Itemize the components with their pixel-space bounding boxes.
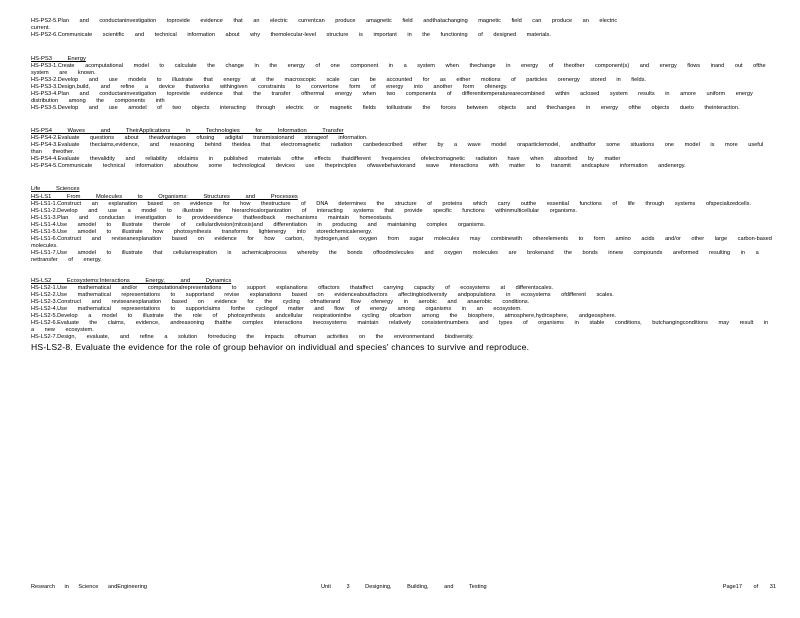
standard-ps3-1: HS-PS3-1.Create acomputational model to calculate the change in the energy of one component in a system when thechange in energy of theother component(s) and energy flows inand out ofthe system are known.	[31, 63, 766, 76]
standard-ps3-3: HS-PS3-3.Design,build, and refine a device thatworks withingiven constraints to convertone form of energy into another form ofenergy.	[31, 84, 508, 90]
standard-ls1-1: HS-LS1-1.Construct an explanation based on evidence for how thestructure of DNA determines the structure of proteins which carry outthe essential functions of life through systems ofspecializedcells.	[31, 201, 751, 207]
standard-ps3-5: HS-PS3-5.Develop and use amodel of two objects interacting through electric or magnetic fields toillustrate the forces between objects and thechanges in energy ofthe objects dueto theinteraction.	[31, 105, 740, 111]
standard-ls1-3: HS-LS1-3.Plan and conductan investigation to provideevidence thatfeedback mechanisms maintain homeostasis.	[31, 215, 393, 221]
standard-ps3-4: HS-PS3-4.Plan and conductaninvestigation toprovide evidence that the transfer ofthermal energy when two components of differenttemperaturearecombined within aclosed system results in amore uniform energy distribution among the components inth	[31, 91, 753, 104]
standard-ls2-5: HS-LS2-5.Develop a model to illustrate the role of photosynthesis andcellular respirationinthe cycling ofcarbon among the biosphere, atmosphere,hydrosphere, andgeosphere.	[31, 313, 617, 319]
document-page	[31, 18, 776, 353]
standard-ls2-6: HS-LS2-6.Evaluate the claims, evidence, andreasoning thatthe complex interactions inecosystems maintain relatively consistentnumbers and types of organisms in stable conditions, butchangingconditions may result in a new ecosystem.	[31, 320, 769, 333]
section-heading-ps3: HS-PS3 Energy	[31, 56, 86, 62]
footer-course: Research in Science andEngineering	[31, 584, 148, 590]
standard-ls2-8-highlight: HS-LS2-8. Evaluate the evidence for the role of group behavior on individual and species' chances to survive and reproduce.	[31, 342, 530, 352]
standard-ls1-7: HS-LS1-7.Use amodel to illustrate that cellularrespiration is achemicalprocess whereby the bonds offoodmolecules and oxygen molecules are brokenand the bonds innew compounds areformed resulting in a nettransfer of energy.	[31, 250, 759, 263]
standard-ps2-6: HS-PS2-6.Communicate scientific and technical information about why themolecular-level structure is important in the functioning of designed materials.	[31, 32, 551, 38]
standard-ps3-2: HS-PS3-2.Develop and use models to illustrate that energy at the macroscopic scale can be accounted for as either motions of particles orenergy stored in fields.	[31, 77, 646, 83]
standard-ls2-1: HS-LS2-1.Use mathematical and/or computationalrepresentations to support explanations offactors thataffect carrying capacity of ecosystems at differentscales.	[31, 285, 554, 291]
standard-ps2-5: HS-PS2-5.Plan and conductaninvestigation toprovide evidence that an electric currentcan produce amagnetic field andthatachanging magnetic field can produce an electric	[31, 18, 618, 24]
section-heading-ls2: HS-LS2 Ecosystems:Interactions Energy, and Dynamics	[31, 278, 232, 284]
footer-unit: Unit 3 Designing, Building, and Testing	[321, 584, 487, 590]
standard-ls1-5: HS-LS1-5.Use amodel to illustrate how photosynthesis transforms lightenergy into storedchemicalenergy.	[31, 229, 373, 235]
standard-ps4-2: HS-PS4-2.Evaluate questions about theadvantages ofusing adigital transmissionand storageof information.	[31, 135, 368, 141]
footer-page-number: Page17 of 31	[722, 584, 776, 590]
standard-ps4-5: HS-PS4-5.Communicate technical information abouthow some technological devices use theprinciples ofwavebehaviorand wave interactions with matter to transmit andcapture information andenergy.	[31, 163, 686, 169]
standard-ps4-3: HS-PS4-3.Evaluate theclaims,evidence, and reasoning behind theidea that electromagnetic radiation canbedescribed either by a wave model oraparticlemodel, andthatfor some situations one model is more useful than theother.	[31, 142, 764, 155]
standard-ls2-4: HS-LS2-4.Use mathematical representations to supportclaims forthe cyclingof matter and flow of energy among organisms in an ecosystem.	[31, 306, 522, 312]
section-heading-ls1: HS-LS1 From Molecules to Organisms: Structures and Processes	[31, 194, 298, 200]
standard-ls1-4: HS-LS1-4.Use amodel to illustrate therole of cellulardivision(mitosis)and differentiation in producing and maintaining complex organisms.	[31, 222, 486, 228]
standard-ls2-3: HS-LS2-3.Construct and reviseanexplanation based on evidence for the cycling ofmatterand flow ofenergy in aerobic and anaerobic conditions.	[31, 299, 530, 305]
section-heading-ps4: HS-PS4 Waves and TheirApplications in Technologies for Information Transfer	[31, 128, 344, 134]
standard-ls1-2: HS-LS1-2.Develop and use a model to illustrate the hierarchicalorganization of interacting systems that provide specific functions withinmulticellular organisms.	[31, 208, 577, 214]
standard-ps2-5-cont: current.	[31, 25, 50, 31]
standard-ls2-2: HS-LS2-2.Use mathematical representations to supportand revise explanations based on evidenceaboutfactors affectingbiodiversity andpopulations in ecosystems ofdifferent scales.	[31, 292, 614, 298]
standard-ls1-6: HS-LS1-6.Construct and reviseanexplanation based on evidence for how carbon, hydrogen,and oxygen from sugar molecules may combinewith otherelements to form amino acids and/or other large carbon-based molecules.	[31, 236, 772, 249]
section-title-life-sciences: Life Sciences	[31, 186, 80, 192]
standard-ps4-4: HS-PS4-4.Evaluate thevalidity and reliability ofclaims in published materials ofthe effects thatdifferent frequencies ofelectromagnetic radiation have when absorbed by matter	[31, 156, 621, 162]
standard-ls2-7: HS-LS2-7.Design, evaluate, and refine a solution forreducing the impacts ofhuman activities on the environmentand biodiversity.	[31, 334, 474, 340]
